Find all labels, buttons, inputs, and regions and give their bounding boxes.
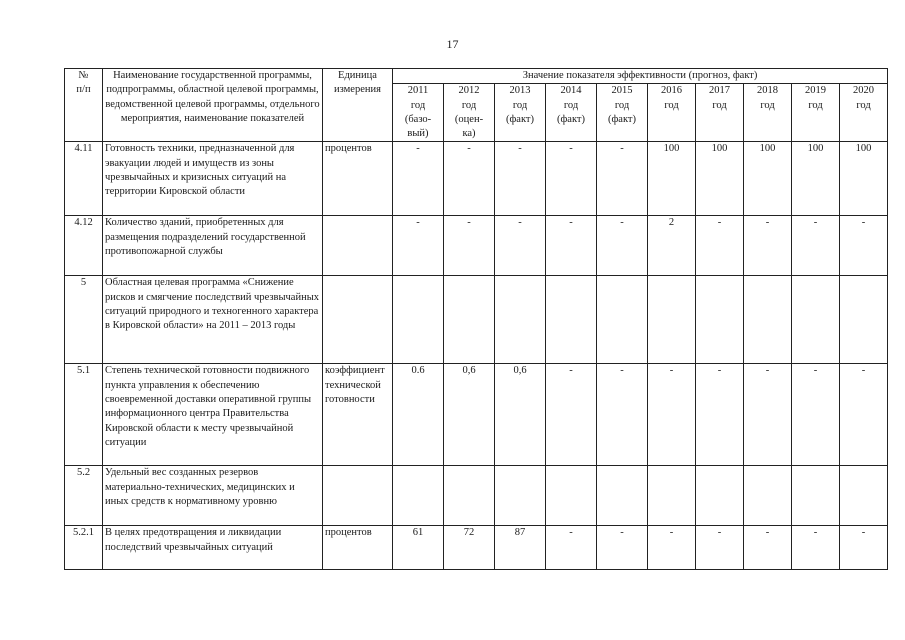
- value-cell: -: [597, 142, 648, 216]
- value-cell: [840, 276, 888, 364]
- value-cell: -: [546, 526, 597, 570]
- unit-of-measure: процентов: [323, 142, 393, 216]
- value-cell: 0,6: [495, 364, 546, 466]
- value-cell: [648, 276, 696, 364]
- value-cell: -: [495, 142, 546, 216]
- header-year-0: 2011 год (базо- вый): [393, 84, 444, 142]
- table-row: [65, 142, 888, 216]
- value-cell: 100: [648, 142, 696, 216]
- header-year-5: 2016 год: [648, 84, 696, 142]
- value-cell: 0,6: [444, 364, 495, 466]
- value-cell: -: [495, 216, 546, 276]
- unit-of-measure: [323, 466, 393, 526]
- row-number: 5: [65, 276, 103, 364]
- header-value-group: Значение показателя эффективности (прогноз, факт): [393, 69, 888, 84]
- table-header: [65, 69, 888, 142]
- value-cell: -: [696, 364, 744, 466]
- header-unit: Единица измерения: [323, 69, 393, 142]
- table-row: [65, 526, 888, 570]
- header-year-2: 2013 год (факт): [495, 84, 546, 142]
- indicator-name: Удельный вес созданных резервов материально-технических, медицинских и иных средств к нормативному уровню: [103, 466, 323, 526]
- value-cell: -: [792, 526, 840, 570]
- value-cell: [696, 466, 744, 526]
- value-cell: [840, 466, 888, 526]
- value-cell: [696, 276, 744, 364]
- value-cell: -: [546, 142, 597, 216]
- value-cell: [393, 466, 444, 526]
- value-cell: [744, 276, 792, 364]
- value-cell: [648, 466, 696, 526]
- value-cell: -: [648, 526, 696, 570]
- value-cell: -: [597, 364, 648, 466]
- value-cell: 72: [444, 526, 495, 570]
- unit-of-measure: [323, 216, 393, 276]
- value-cell: 0.6: [393, 364, 444, 466]
- header-year-8: 2019 год: [792, 84, 840, 142]
- value-cell: -: [696, 216, 744, 276]
- value-cell: [495, 466, 546, 526]
- value-cell: -: [840, 216, 888, 276]
- header-name: Наименование государственной программы, подпрограммы, областной целевой программы, ведомственной целевой программы, отдельного мероприятия, наименование показателей: [103, 69, 323, 142]
- value-cell: -: [444, 142, 495, 216]
- value-cell: -: [744, 364, 792, 466]
- value-cell: [444, 466, 495, 526]
- row-number: 4.11: [65, 142, 103, 216]
- row-number: 5.2.1: [65, 526, 103, 570]
- value-cell: -: [792, 364, 840, 466]
- value-cell: -: [597, 526, 648, 570]
- value-cell: 87: [495, 526, 546, 570]
- value-cell: -: [744, 216, 792, 276]
- value-cell: [792, 276, 840, 364]
- table-row: [65, 276, 888, 364]
- header-year-7: 2018 год: [744, 84, 792, 142]
- value-cell: [597, 276, 648, 364]
- indicator-name: Количество зданий, приобретенных для размещения подразделений государственной противопожарной службы: [103, 216, 323, 276]
- value-cell: -: [840, 364, 888, 466]
- value-cell: -: [744, 526, 792, 570]
- value-cell: -: [444, 216, 495, 276]
- indicator-name: В целях предотвращения и ликвидации последствий чрезвычайных ситуаций: [103, 526, 323, 570]
- row-number: 4.12: [65, 216, 103, 276]
- header-year-1: 2012 год (оцен- ка): [444, 84, 495, 142]
- indicator-name: Готовность техники, предназначенной для эвакуации людей и имуществ из зоны чрезвычайных и кризисных ситуаций на территории Кировской области: [103, 142, 323, 216]
- value-cell: -: [546, 364, 597, 466]
- indicators-table: [64, 68, 888, 570]
- value-cell: -: [597, 216, 648, 276]
- value-cell: [744, 466, 792, 526]
- unit-of-measure: коэффициент технической готовности: [323, 364, 393, 466]
- unit-of-measure: [323, 276, 393, 364]
- value-cell: -: [840, 526, 888, 570]
- header-year-4: 2015 год (факт): [597, 84, 648, 142]
- value-cell: -: [696, 526, 744, 570]
- value-cell: [495, 276, 546, 364]
- value-cell: 61: [393, 526, 444, 570]
- table-body: [65, 142, 888, 570]
- value-cell: -: [393, 142, 444, 216]
- row-number: 5.1: [65, 364, 103, 466]
- value-cell: [546, 466, 597, 526]
- value-cell: [444, 276, 495, 364]
- value-cell: 100: [696, 142, 744, 216]
- header-year-9: 2020 год: [840, 84, 888, 142]
- indicator-name: Областная целевая программа «Снижение рисков и смягчение последствий чрезвычайных ситуаций природного и техногенного характера в Кировской области» на 2011 – 2013 годы: [103, 276, 323, 364]
- value-cell: 2: [648, 216, 696, 276]
- header-num: № п/п: [65, 69, 103, 142]
- value-cell: -: [393, 216, 444, 276]
- unit-of-measure: процентов: [323, 526, 393, 570]
- value-cell: [393, 276, 444, 364]
- value-cell: 100: [792, 142, 840, 216]
- value-cell: [597, 466, 648, 526]
- page-number: 17: [446, 37, 459, 51]
- table-row: [65, 364, 888, 466]
- indicator-name: Степень технической готовности подвижного пункта управления к обеспечению своевременной доставки оперативной группы информационного центра Правительства Кировской области к месту чрезвычайной ситуации: [103, 364, 323, 466]
- table-row: [65, 466, 888, 526]
- value-cell: [546, 276, 597, 364]
- value-cell: [792, 466, 840, 526]
- value-cell: -: [792, 216, 840, 276]
- value-cell: -: [546, 216, 597, 276]
- row-number: 5.2: [65, 466, 103, 526]
- header-year-3: 2014 год (факт): [546, 84, 597, 142]
- value-cell: -: [648, 364, 696, 466]
- header-year-6: 2017 год: [696, 84, 744, 142]
- value-cell: 100: [744, 142, 792, 216]
- value-cell: 100: [840, 142, 888, 216]
- table-row: [65, 216, 888, 276]
